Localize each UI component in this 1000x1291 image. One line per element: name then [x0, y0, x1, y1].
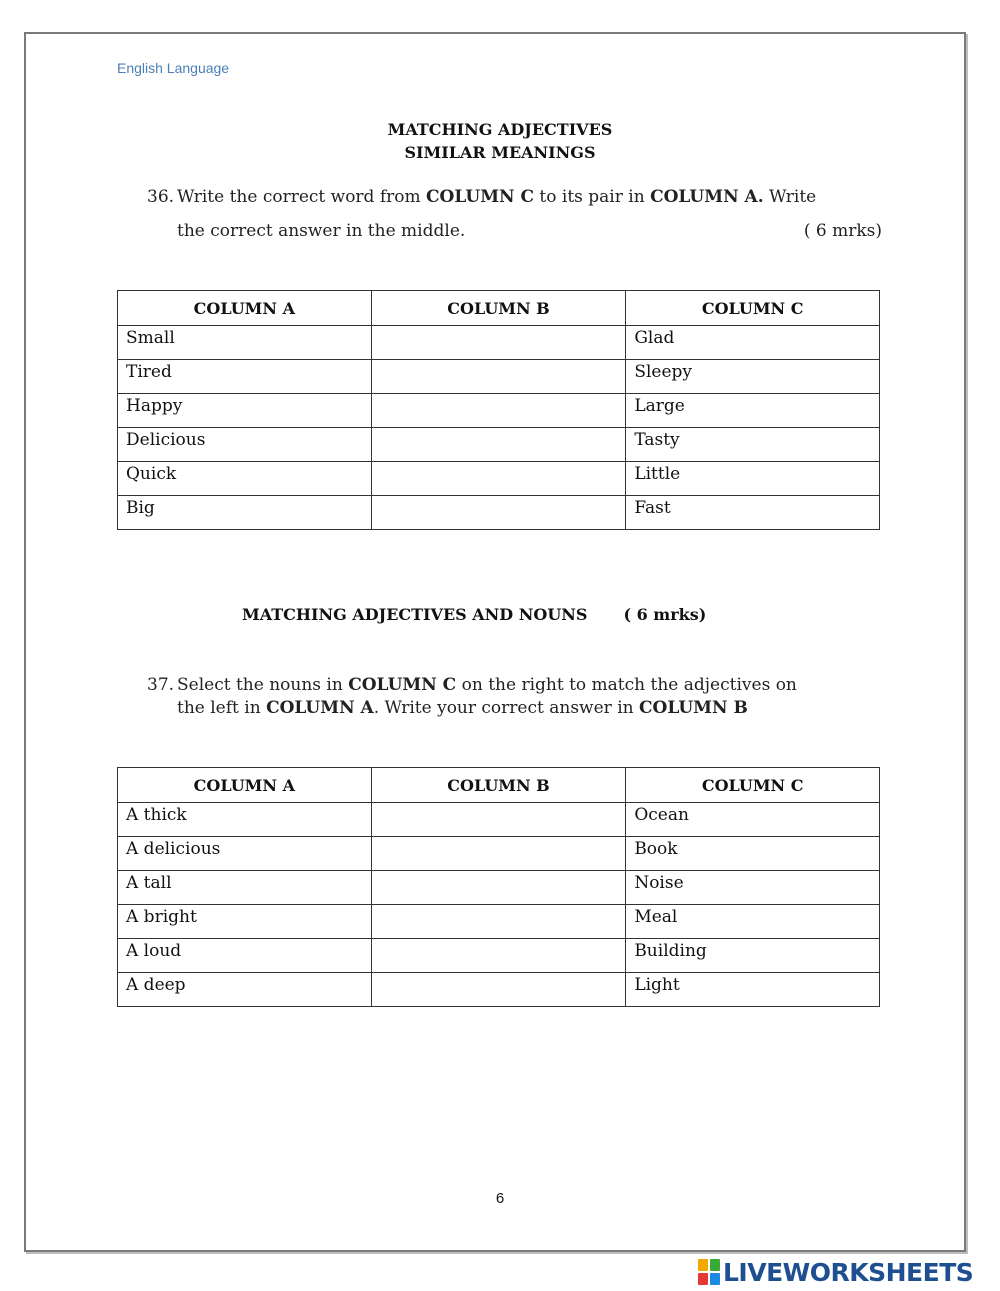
- question-36-line1: 36. Write the correct word from COLUMN C to its pair in COLUMN A. Write: [147, 180, 882, 214]
- matching-table-37: [117, 767, 880, 1007]
- column-a-header: COLUMN A: [118, 291, 372, 326]
- column-c-cell: Glad: [626, 326, 880, 360]
- section1-title-line2: SIMILAR MEANINGS: [404, 143, 596, 162]
- answer-cell[interactable]: [371, 394, 626, 428]
- question-36-line2: the correct answer in the middle. ( 6 mrks): [147, 214, 882, 248]
- answer-cell[interactable]: [371, 360, 626, 394]
- table-row: [118, 360, 880, 394]
- question-37: [147, 674, 882, 720]
- question-36: [147, 180, 882, 248]
- section1-title: [0, 118, 1000, 164]
- subject-header: English Language: [117, 60, 230, 76]
- column-c-cell: Building: [626, 939, 880, 973]
- column-a-cell: A delicious: [118, 837, 372, 871]
- column-a-cell: Small: [118, 326, 372, 360]
- answer-cell[interactable]: [371, 326, 626, 360]
- column-c-cell: Meal: [626, 905, 880, 939]
- answer-cell[interactable]: [371, 905, 626, 939]
- matching-table-36: [117, 290, 880, 530]
- column-c-cell: Tasty: [626, 428, 880, 462]
- question-number: 37.: [147, 675, 175, 695]
- column-c-cell: Ocean: [626, 803, 880, 837]
- answer-cell[interactable]: [371, 496, 626, 530]
- answer-cell[interactable]: [371, 973, 626, 1007]
- column-c-cell: Large: [626, 394, 880, 428]
- column-a-cell: A tall: [118, 871, 372, 905]
- column-a-cell: Big: [118, 496, 372, 530]
- answer-cell[interactable]: [371, 462, 626, 496]
- brand-name: LIVEWORKSHEETS: [723, 1257, 974, 1287]
- page-number: 6: [495, 1190, 505, 1207]
- liveworksheets-logo[interactable]: [698, 1258, 973, 1286]
- question-37-line2: the left in COLUMN A. Write your correct answer in COLUMN B: [177, 698, 748, 718]
- answer-cell[interactable]: [371, 803, 626, 837]
- column-c-header: COLUMN C: [626, 768, 880, 803]
- column-a-cell: Happy: [118, 394, 372, 428]
- column-a-header: COLUMN A: [118, 768, 372, 803]
- table-header-row: [118, 291, 880, 326]
- column-a-cell: A deep: [118, 973, 372, 1007]
- table-header-row: [118, 768, 880, 803]
- table-row: [118, 326, 880, 360]
- table-row: [118, 973, 880, 1007]
- section2-marks: ( 6 mrks): [623, 605, 707, 624]
- column-b-header: COLUMN B: [371, 291, 626, 326]
- table-row: [118, 462, 880, 496]
- table-row: [118, 939, 880, 973]
- table-row: [118, 394, 880, 428]
- column-c-cell: Noise: [626, 871, 880, 905]
- column-c-cell: Sleepy: [626, 360, 880, 394]
- column-c-cell: Little: [626, 462, 880, 496]
- column-a-cell: A thick: [118, 803, 372, 837]
- table-row: [118, 496, 880, 530]
- question-number: 36.: [147, 187, 175, 207]
- table-row: [118, 837, 880, 871]
- column-c-cell: Light: [626, 973, 880, 1007]
- column-a-cell: A loud: [118, 939, 372, 973]
- answer-cell[interactable]: [371, 837, 626, 871]
- answer-cell[interactable]: [371, 428, 626, 462]
- column-c-cell: Book: [626, 837, 880, 871]
- answer-cell[interactable]: [371, 871, 626, 905]
- column-a-cell: Quick: [118, 462, 372, 496]
- marks-label: ( 6 mrks): [803, 221, 882, 241]
- column-a-cell: Tired: [118, 360, 372, 394]
- table-row: [118, 803, 880, 837]
- liveworksheets-logo-icon: [698, 1259, 720, 1285]
- answer-cell[interactable]: [371, 939, 626, 973]
- table-row: [118, 428, 880, 462]
- table-row: [118, 905, 880, 939]
- question-37-line1: 37. Select the nouns in COLUMN C on the right to match the adjectives on: [147, 675, 797, 695]
- column-c-cell: Fast: [626, 496, 880, 530]
- column-a-cell: A bright: [118, 905, 372, 939]
- column-b-header: COLUMN B: [371, 768, 626, 803]
- section1-title-line1: MATCHING ADJECTIVES: [387, 120, 613, 139]
- column-a-cell: Delicious: [118, 428, 372, 462]
- section2-title: MATCHING ADJECTIVES AND NOUNS ( 6 mrks): [242, 605, 707, 624]
- column-c-header: COLUMN C: [626, 291, 880, 326]
- table-row: [118, 871, 880, 905]
